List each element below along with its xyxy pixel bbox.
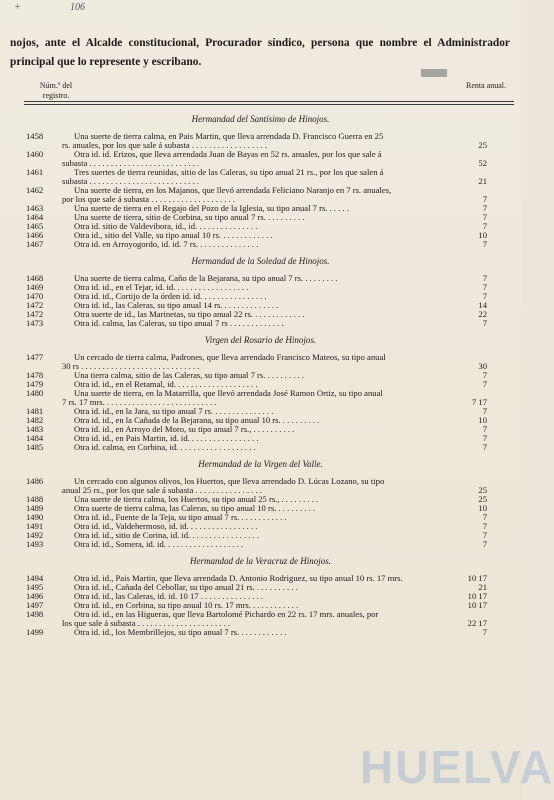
registro-number: 1488: [26, 494, 44, 504]
registro-number: 1482: [26, 415, 44, 425]
renta-value: 10 17: [467, 600, 487, 610]
renta-value: 7 17: [471, 397, 487, 407]
renta-value: 7: [482, 379, 487, 389]
renta-value: 10: [478, 230, 487, 240]
renta-value: 7: [482, 433, 487, 443]
entry-description: Otra id., sitio del Valle, su tipo anual 10 rs. . . . . . . . . . . . .: [74, 230, 273, 240]
entry-description: Otra id. id., en Arroyo del Moro, su tipo anual 7 rs., . . . . . . . . . .: [74, 424, 295, 434]
renta-value: 7: [482, 221, 487, 231]
entry-description: Otra suerte de id., las Marinetas, su tipo anual 22 rs. . . . . . . . . . . . .: [74, 309, 305, 319]
section: [0, 253, 521, 328]
renta-value: 7: [482, 194, 487, 204]
renta-value: 7: [482, 521, 487, 531]
entry-description-continued: 30 rs . . . . . . . . . . . . . . . . . . . . . . . . . . . .: [62, 361, 200, 371]
entry-description: Otra id. id., Fuente de la Teja, su tipo anual 7 rs. . . . . . . . . . . .: [74, 512, 287, 522]
section-title: Hermandad de la Soledad de Hinojos.: [191, 256, 330, 266]
registro-number: 1472: [26, 309, 44, 319]
renta-value: 22: [478, 309, 487, 319]
registro-number: 1472: [26, 300, 44, 310]
table-row: [0, 610, 521, 628]
renta-value: 25: [478, 485, 487, 495]
entry-description: Otra id. id., Valdehermoso, id. id. . . . . . . . . . . . . . . . .: [74, 521, 258, 531]
entry-description: Otra suerte de tierra calma, las Caleras, su tipo anual 10 rs. . . . . . . . . .: [74, 503, 316, 513]
table-row: [0, 389, 521, 407]
entry-description: Otra id. sitio de Valdevibora, id., id. . . . . . . . . . . . . . .: [74, 221, 258, 231]
entry-description-continued: 7 rs. 17 mrs. . . . . . . . . . . . . . . . . . . . . . . . . . .: [62, 397, 217, 407]
registro-number: 1470: [26, 291, 44, 301]
table-row: [0, 168, 521, 186]
registro-number: 1496: [26, 591, 44, 601]
entry-description: Otra id. en Arroyogordo, id. id. 7 rs. . . . . . . . . . . . . . .: [74, 239, 259, 249]
table-row: [0, 132, 521, 150]
registro-number: 1460: [26, 149, 44, 159]
renta-value: 52: [478, 158, 487, 168]
entry-description: Otra id. id., sitio de Corina, id. id. . . . . . . . . . . . . . . . .: [74, 530, 259, 540]
renta-value: 10: [478, 503, 487, 513]
registro-number: 1497: [26, 600, 44, 610]
entry-description: Otra id. id., en la Cañada de la Bejarana, su tipo anual 10 rs. . . . . . . . . .: [74, 415, 320, 425]
entry-description: Otra id. calma, en Corbina, id. . . . . . . . . . . . . . . . . . .: [74, 442, 256, 452]
entry-description: Otra id. id., Cortijo de la órden id. id. . . . . . . . . . . . . . . .: [74, 291, 267, 301]
table-row: [0, 628, 521, 637]
archive-watermark: HUELVA: [360, 741, 554, 793]
table-row: [0, 319, 521, 328]
registro-number: 1466: [26, 230, 44, 240]
section: [0, 332, 521, 452]
entry-description: Una suerte de tierra calma, los Huertos, su tipo anual 25 rs., . . . . . . . . .: [74, 494, 319, 504]
entry-description-continued: anual 25 rs., por los que sale á subasta . . . . . . . . . . . . . . . .: [62, 485, 263, 495]
renta-value: 10: [478, 415, 487, 425]
entry-description: Otra id. id., en el Retamal, id. . . . . . . . . . . . . . . . . . . .: [74, 379, 258, 389]
entry-description: Otra id. calma, las Caleras, su tipo anual 7 rs . . . . . . . . . . . . .: [74, 318, 284, 328]
entry-description: Otra id. id., Somera, id. id. . . . . . . . . . . . . . . . . . .: [74, 539, 244, 549]
entry-description: Otra id. id., las Caleras, id. id. 10 17 . . . . . . . . . . . . . . .: [74, 591, 264, 601]
entry-description: Tres suertes de tierra reunidas, sitio de las Caleras, su tipo anual 21 rs., por los que salen á: [74, 167, 384, 177]
section: [0, 111, 521, 249]
entry-description-continued: por los que sale á subasta . . . . . . . . . . . . . . . . . . . .: [62, 194, 236, 204]
table-row: [0, 353, 521, 371]
entry-description-continued: subasta . . . . . . . . . . . . . . . . . . . . . . . . . .: [62, 158, 200, 168]
registro-number: 1469: [26, 282, 44, 292]
section-title: Hermandad de la Veracruz de Hinojos.: [190, 556, 331, 566]
entry-description: Otra id. id., en Pais Martin, id. id. . . . . . . . . . . . . . . . .: [74, 433, 259, 443]
column-header-renta: Renta anual.: [466, 81, 506, 90]
register-table: [0, 107, 521, 637]
renta-value: 7: [482, 370, 487, 380]
table-row: [0, 150, 521, 168]
renta-value: 7: [482, 212, 487, 222]
renta-value: 21: [478, 176, 487, 186]
registro-number: 1489: [26, 503, 44, 513]
entry-description: Otra id. id., Cañada del Cebollar, su tipo anual 21 rs. . . . . . . . . . .: [74, 582, 298, 592]
registro-number: 1462: [26, 185, 44, 195]
renta-value: 7: [482, 512, 487, 522]
header-rule: [24, 104, 514, 105]
entry-description: Una suerte de tierra, en los Majanos, que llevó arrendada Feliciano Naranjo en 7 rs. anuales,: [74, 185, 392, 195]
entry-description: Un cercado con algunos olivos, los Huertos, que lleva arrendado D. Lúcas Lozano, su tipo: [74, 476, 385, 486]
registro-number: 1477: [26, 352, 44, 362]
entry-description: Una suerte de tierra calma, Caño de la Bejarana, su tipo anual 7 rs. . . . . . . . .: [74, 273, 338, 283]
registro-number: 1485: [26, 442, 44, 452]
renta-value: 7: [482, 539, 487, 549]
section: [0, 456, 521, 549]
registro-number: 1495: [26, 582, 44, 592]
section-title: Virgen del Rosario de Hinojos.: [204, 335, 317, 345]
entry-description: Otra id. id., los Membrillejos, su tipo anual 7 rs. . . . . . . . . . . .: [74, 627, 287, 637]
entry-description: Otra id. id., en Corbina, su tipo anual 10 rs. 17 mrs. . . . . . . . . . . .: [74, 600, 299, 610]
renta-value: 7: [482, 239, 487, 249]
entry-description-continued: subasta . . . . . . . . . . . . . . . . . . . . . . . . . .: [62, 176, 200, 186]
registro-number: 1458: [26, 131, 44, 141]
renta-value: 25: [478, 494, 487, 504]
entry-description: Una suerte de tierra en el Regajo del Pozo de la Iglesia, su tipo anual 7 rs. . . . . .: [74, 203, 349, 213]
registro-number: 1481: [26, 406, 44, 416]
registro-number: 1464: [26, 212, 44, 222]
header-rule: [24, 101, 514, 102]
registro-number: 1484: [26, 433, 44, 443]
table-row: [0, 477, 521, 495]
entry-description-continued: rs. anuales, por los que sale á subasta . . . . . . . . . . . . . . . . . .: [62, 140, 268, 150]
registro-number: 1468: [26, 273, 44, 283]
entry-description: Una suerte de tierra calma, en Pais Martin, que lleva arrendada D. Francisco Guerra en 25: [74, 131, 384, 141]
renta-value: 7: [482, 530, 487, 540]
registro-number: 1478: [26, 370, 44, 380]
registro-number: 1463: [26, 203, 44, 213]
page-number-mark: 106: [70, 2, 85, 13]
registro-number: 1467: [26, 239, 44, 249]
column-header-registro: Núm.º del registro.: [39, 81, 73, 100]
entry-description: Una suerte de tierra, sitio de Corbina, su tipo anual 7 rs. . . . . . . . . .: [74, 212, 305, 222]
entry-description: Otra id. id., Pais Martin, que lleva arrendada D. Antonio Rodriguez, su tipo anual 10 rs. 17 mrs.: [74, 573, 403, 583]
registro-number: 1498: [26, 609, 44, 619]
entry-description: Otra id. id., en el Tejar, id. id. . . . . . . . . . . . . . . . . .: [74, 282, 249, 292]
registro-number: 1461: [26, 167, 44, 177]
renta-value: 25: [478, 140, 487, 150]
renta-value: 7: [482, 318, 487, 328]
registro-number: 1465: [26, 221, 44, 231]
registro-number: 1493: [26, 539, 44, 549]
renta-value: 7: [482, 627, 487, 637]
renta-value: 7: [482, 442, 487, 452]
table-row: [0, 186, 521, 204]
entry-description: Un cercado de tierra calma, Padrones, que lleva arrendado Francisco Mateos, su tipo anual: [74, 352, 386, 362]
registro-number: 1483: [26, 424, 44, 434]
renta-value: 7: [482, 282, 487, 292]
renta-value: 22 17: [467, 618, 487, 628]
table-row: [0, 540, 521, 549]
entry-description: Otra id. id., en las Higueras, que lleva Bartolomé Pichardo en 22 rs. 17 mrs. anuales, por: [74, 609, 379, 619]
entry-description: Una tierra calma, sitio de las Caleras, su tipo anual 7 rs. . . . . . . . . .: [74, 370, 305, 380]
section-title: Hermandad de la Virgen del Valle.: [198, 459, 323, 469]
renta-value: 14: [478, 300, 487, 310]
registro-number: 1494: [26, 573, 44, 583]
table-row: [0, 240, 521, 249]
registro-number: 1490: [26, 512, 44, 522]
registro-number: 1499: [26, 627, 44, 637]
renta-value: 10 17: [467, 591, 487, 601]
renta-value: 7: [482, 203, 487, 213]
registro-number: 1492: [26, 530, 44, 540]
renta-value: 7: [482, 273, 487, 283]
entry-description-continued: los que sale á subasta . . . . . . . . . . . . . . . . . . . . . .: [62, 618, 231, 628]
intro-paragraph: nojos, ante el Alcalde constitucional, Procurador síndico, persona que nombre el Administrador principal que lo represente y escribano.: [10, 37, 510, 68]
renta-value: 21: [478, 582, 487, 592]
renta-value: 10 17: [467, 573, 487, 583]
registro-number: 1473: [26, 318, 44, 328]
entry-description: Otra id. id. Erizos, que lleva arrendada Juan de Bayas en 52 rs. anuales, por los que sale á: [74, 149, 382, 159]
corner-mark: +: [14, 2, 21, 13]
renta-value: 30: [478, 361, 487, 371]
renta-value: 7: [482, 291, 487, 301]
renta-value: 7: [482, 406, 487, 416]
entry-description: Otra id. id., las Caleras, su tipo anual 14 rs. . . . . . . . . . . . . .: [74, 300, 279, 310]
ink-stamp: [421, 69, 447, 77]
registro-number: 1480: [26, 388, 44, 398]
registro-number: 1486: [26, 476, 44, 486]
entry-description: Otra id. id., en la Jara, su tipo anual 7 rs. . . . . . . . . . . . . . .: [74, 406, 274, 416]
table-row: [0, 443, 521, 452]
section-title: Hermandad del Santísimo de Hinojos.: [191, 114, 330, 124]
entry-description: Una suerte de tierra, en la Matarrilla, que llevó arrendada José Ramon Ortiz, su tipo anual: [74, 388, 383, 398]
registro-number: 1491: [26, 521, 44, 531]
section: [0, 553, 521, 637]
renta-value: 7: [482, 424, 487, 434]
registro-number: 1479: [26, 379, 44, 389]
